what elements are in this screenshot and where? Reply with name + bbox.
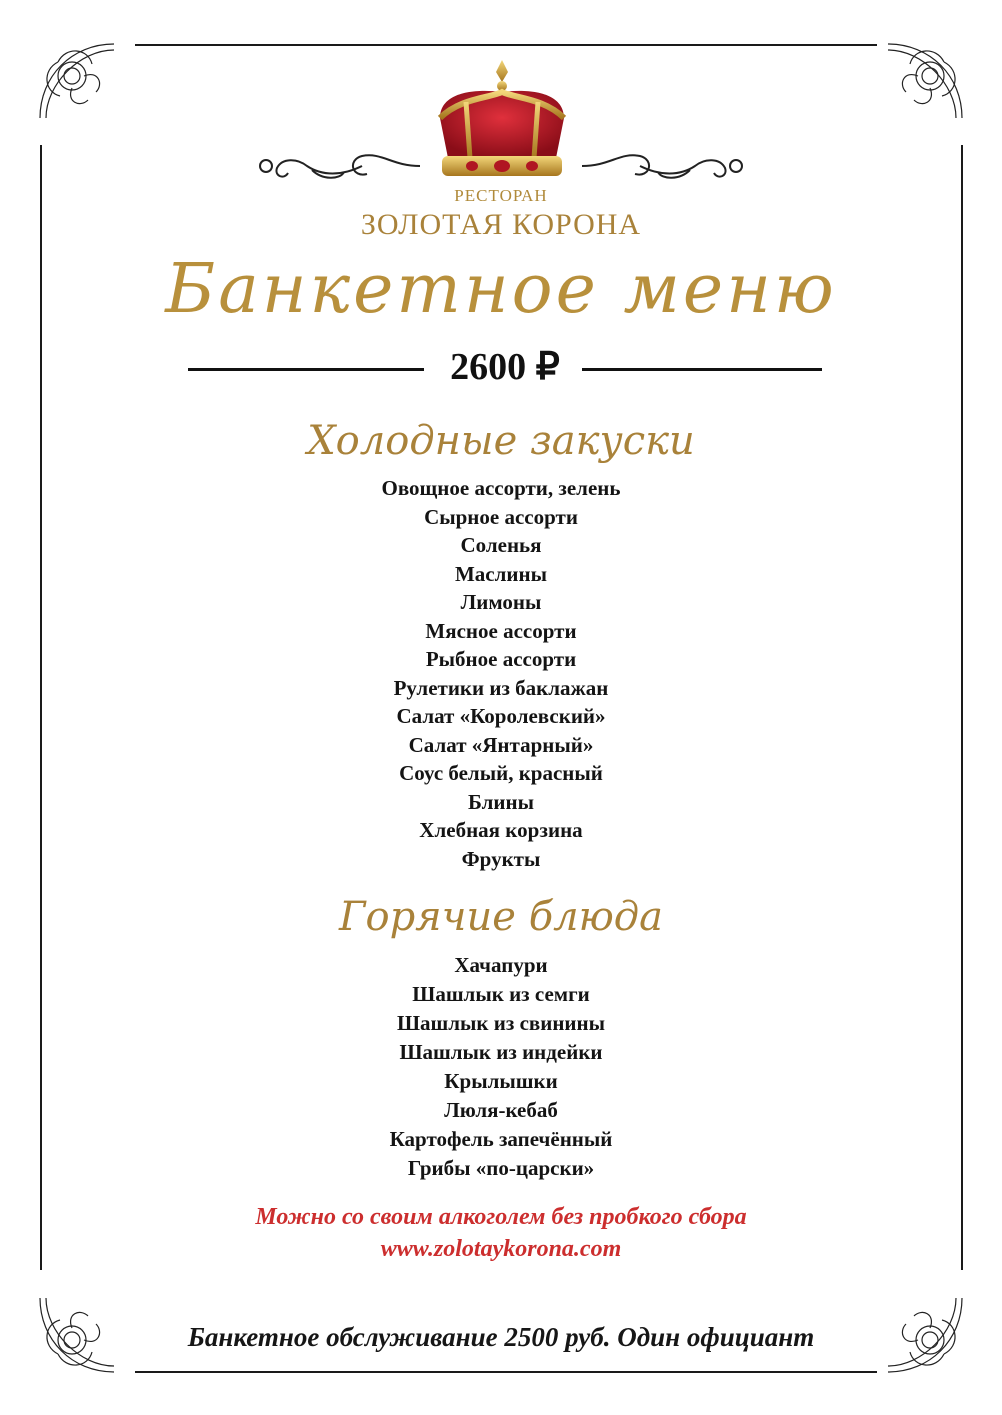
price: 2600 ₽ <box>450 346 560 388</box>
swirl-ornament-right <box>580 146 750 186</box>
service-footer: Банкетное обслуживание 2500 руб. Один официант <box>187 1322 815 1352</box>
website-link[interactable]: www.zolotaykorona.com <box>380 1236 622 1262</box>
alcohol-note: Можно со своим алкоголем без пробкого сбора <box>255 1204 747 1230</box>
list-item: Шашлык из индейки <box>399 1040 603 1064</box>
list-item: Шашлык из семги <box>412 982 590 1006</box>
list-item: Блины <box>468 789 534 814</box>
list-item: Маслины <box>454 561 548 586</box>
list-item: Рыбное ассорти <box>425 647 577 671</box>
list-item: Люля-кебаб <box>444 1098 558 1122</box>
swirl-ornament-left <box>252 146 422 186</box>
hot-items-list <box>0 951 1002 1183</box>
list-item: Картофель запечённый <box>389 1127 613 1151</box>
list-item: Шашлык из свинины <box>396 1011 606 1035</box>
logo-subtitle: РЕСТОРАН <box>454 186 548 205</box>
cold-items-list <box>0 474 1002 873</box>
list-item: Лимоны <box>460 590 542 614</box>
list-item: Грибы «по-царски» <box>407 1156 595 1180</box>
crown-icon <box>420 58 584 188</box>
list-item: Мясное ассорти <box>425 618 577 643</box>
list-item: Соус белый, красный <box>399 761 603 785</box>
list-item: Хачапури <box>454 953 548 977</box>
section-title-cold: Холодные закуски <box>307 418 695 464</box>
list-item: Фрукты <box>461 846 541 871</box>
list-item: Соленья <box>460 533 542 557</box>
list-item: Сырное ассорти <box>424 504 578 529</box>
frame-bottom-line <box>135 1371 877 1373</box>
list-item: Хлебная корзина <box>419 818 583 842</box>
list-item: Салат «Янтарный» <box>408 732 594 757</box>
list-item: Овощное ассорти, зелень <box>381 476 621 500</box>
list-item: Рулетики из баклажан <box>393 675 609 700</box>
page-title: Банкетное меню <box>165 250 837 329</box>
frame-top-line <box>135 44 877 46</box>
section-title-hot: Горячие блюда <box>339 894 663 940</box>
list-item: Крылышки <box>444 1069 558 1093</box>
logo-name: ЗОЛОТАЯ КОРОНА <box>360 208 642 241</box>
restaurant-logo <box>0 58 1002 248</box>
list-item: Салат «Королевский» <box>396 704 606 728</box>
price-row <box>188 344 822 394</box>
